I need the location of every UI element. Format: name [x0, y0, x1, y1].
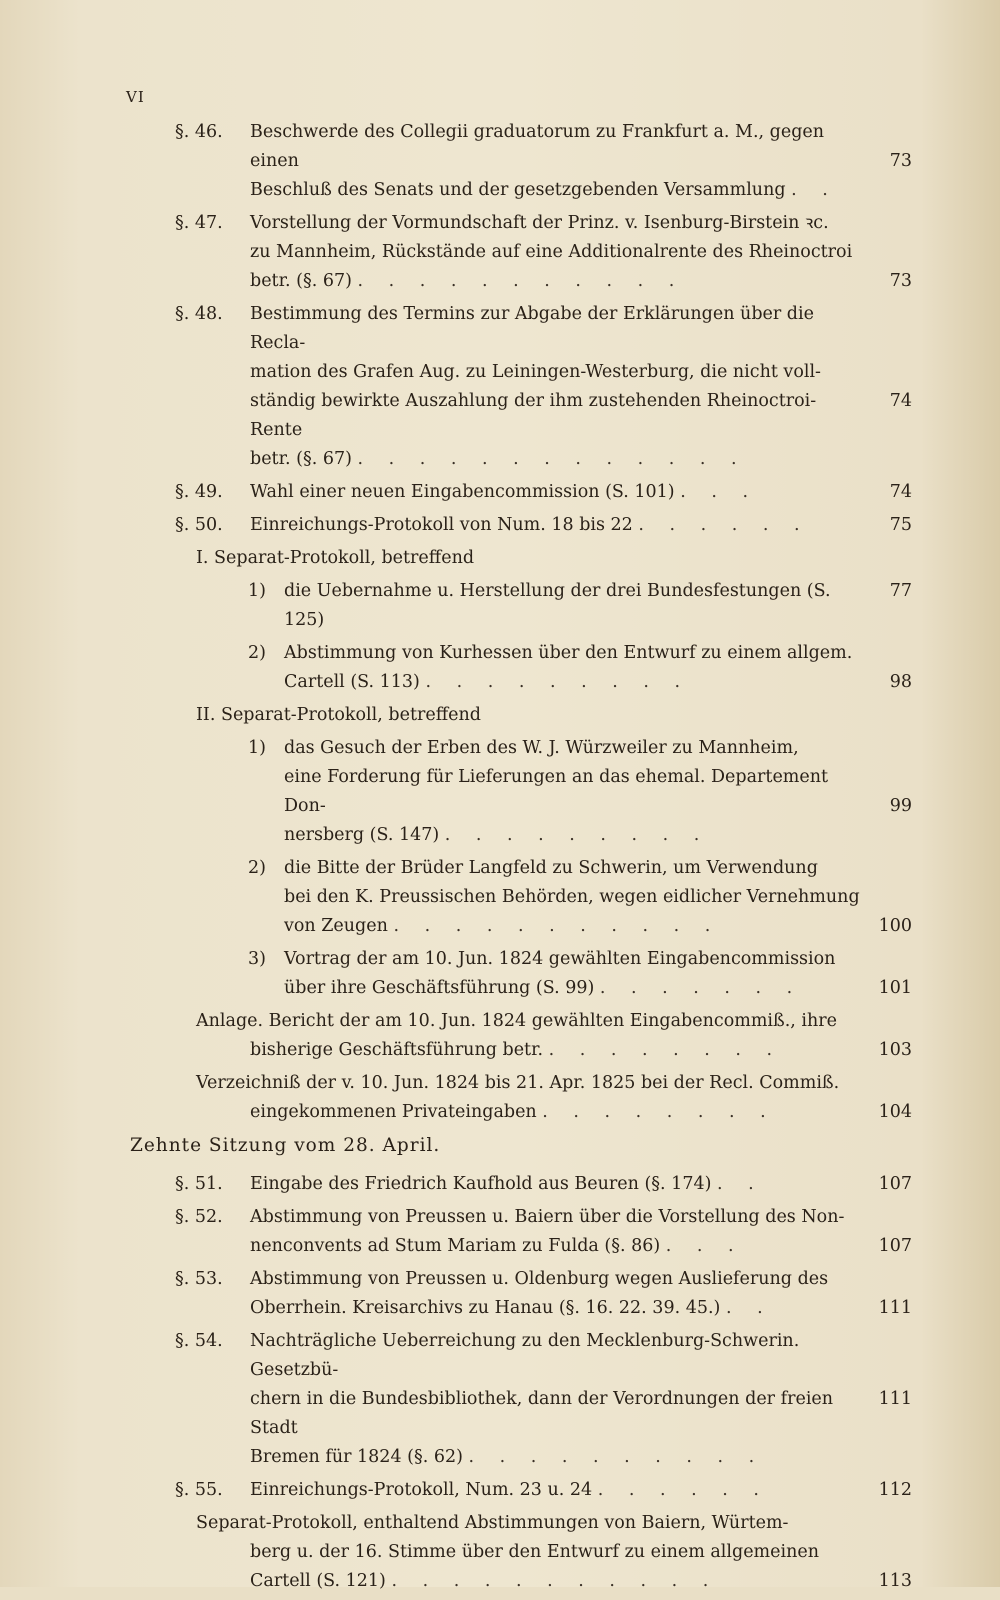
leader-dots: . . . . . . . . . . . . . — [357, 449, 747, 469]
page-reference: 74 — [889, 391, 912, 411]
entry-number: 3) — [248, 949, 266, 969]
page-reference: 98 — [889, 672, 912, 692]
toc-entry — [0, 300, 1000, 474]
toc-entry — [0, 1203, 1000, 1261]
entry-line: Abstimmung von Preussen u. Oldenburg wegen Auslieferung des — [250, 1269, 829, 1289]
page-reference: 101 — [878, 978, 912, 998]
entry-line: bei den K. Preussischen Behörden, wegen eidlicher Vernehmung — [284, 887, 860, 907]
page-reference: 99 — [889, 796, 912, 816]
entry-text — [196, 1007, 860, 1065]
entry-number: §. 49. — [175, 482, 223, 502]
toc-entry — [0, 1509, 1000, 1596]
leader-dots: . . — [791, 180, 838, 200]
entry-number: 1) — [248, 738, 266, 758]
toc-entry — [0, 1131, 1000, 1160]
toc-entry — [0, 734, 1000, 850]
leader-dots: . . . — [680, 482, 759, 502]
entry-text — [250, 1476, 860, 1505]
entry-line: Zehnte Sitzung vom 28. April. — [130, 1135, 441, 1156]
entry-number: §. 55. — [175, 1480, 223, 1500]
entry-line: eingekommenen Privateingaben . . . . . . . . — [250, 1102, 776, 1122]
page-reference: 112 — [878, 1480, 912, 1500]
entry-line: Cartell (S. 113) . . . . . . . . . — [284, 672, 691, 692]
leader-dots: . . . . . . — [638, 515, 810, 535]
page-reference: 113 — [878, 1571, 912, 1591]
page-reference: 74 — [889, 482, 912, 502]
entry-text — [284, 945, 860, 1003]
entry-number: §. 50. — [175, 515, 223, 535]
leader-dots: . . . . . . — [597, 1480, 769, 1500]
toc-entry — [0, 544, 1000, 573]
entry-line: berg u. der 16. Stimme über den Entwurf zu einem allgemeinen — [250, 1542, 819, 1562]
entry-text — [250, 1170, 860, 1199]
toc-entry — [0, 701, 1000, 730]
page-reference: 100 — [878, 916, 912, 936]
entry-line: Vorstellung der Vormundschaft der Prinz. v. Isenburg-Birstein ꝛc. — [250, 213, 829, 233]
entry-line: Verzeichniß der v. 10. Jun. 1824 bis 21. Apr. 1825 bei der Recl. Commiß. — [196, 1073, 840, 1093]
entry-line: Abstimmung von Preussen u. Baiern über die Vorstellung des Non- — [250, 1207, 845, 1227]
entry-line: mation des Grafen Aug. zu Leiningen-Westerburg, die nicht voll- — [250, 362, 821, 382]
entry-line: chern in die Bundesbibliothek, dann der Verordnungen der freien Stadt — [250, 1389, 834, 1438]
toc-entry — [0, 1476, 1000, 1505]
entry-number: §. 48. — [175, 304, 223, 324]
entry-line: Nachträgliche Ueberreichung zu den Mecklenburg-Schwerin. Gesetzbü- — [250, 1331, 800, 1380]
entry-line: betr. (§. 67) . . . . . . . . . . . — [250, 271, 685, 291]
entry-line: Eingabe des Friedrich Kaufhold aus Beuren (§. 174) . . — [250, 1174, 764, 1194]
entry-text — [250, 511, 860, 540]
toc-entry — [0, 511, 1000, 540]
toc-entry — [0, 209, 1000, 296]
entry-number: 2) — [248, 643, 266, 663]
leader-dots: . . . — [665, 1236, 744, 1256]
entry-line: Bestimmung des Termins zur Abgabe der Erklärungen über die Recla- — [250, 304, 814, 353]
entry-line: Cartell (S. 121) . . . . . . . . . . . — [250, 1571, 719, 1591]
entry-text — [250, 478, 860, 507]
entry-line: Anlage. Bericht der am 10. Jun. 1824 gewählten Eingabencommiß., ihre — [196, 1011, 837, 1031]
toc-entry — [0, 1170, 1000, 1199]
entry-text — [284, 734, 860, 850]
toc-entry — [0, 118, 1000, 205]
leader-dots: . . . . . . . . — [548, 1040, 783, 1060]
entry-line: Oberrhein. Kreisarchivs zu Hanau (§. 16. 22. 39. 45.) . . — [250, 1298, 773, 1318]
entry-line: nersberg (S. 147) . . . . . . . . . — [284, 825, 710, 845]
entry-text — [250, 1327, 860, 1472]
page-reference: 104 — [878, 1102, 912, 1122]
entry-number: 2) — [248, 858, 266, 878]
page-reference: 73 — [889, 271, 912, 291]
entry-number: §. 46. — [175, 122, 223, 142]
leader-dots: . . . . . . . . . . . — [391, 1571, 719, 1591]
toc-entry — [0, 1069, 1000, 1127]
page-reference: 73 — [889, 151, 912, 171]
entry-line: I. Separat-Protokoll, betreffend — [196, 548, 475, 568]
entry-line: Vortrag der am 10. Jun. 1824 gewählten Eingabencommission — [284, 949, 836, 969]
entry-line: Separat-Protokoll, enthaltend Abstimmungen von Baiern, Würtem- — [196, 1513, 789, 1533]
entry-line: II. Separat-Protokoll, betreffend — [196, 705, 481, 725]
toc-entry — [0, 478, 1000, 507]
entry-line: zu Mannheim, Rückstände auf eine Additionalrente des Rheinoctroi — [250, 242, 853, 262]
page-reference: 111 — [878, 1298, 912, 1318]
toc-entry — [0, 1007, 1000, 1065]
leader-dots: . . . . . . . . . . . — [357, 271, 685, 291]
entry-text — [250, 209, 860, 296]
entry-line: Einreichungs-Protokoll, Num. 23 u. 24 . . . . . . — [250, 1480, 769, 1500]
entry-number: §. 54. — [175, 1331, 223, 1351]
entry-text — [130, 1131, 860, 1160]
page-reference: 111 — [878, 1389, 912, 1409]
entry-text — [196, 544, 860, 573]
leader-dots: . . — [725, 1298, 773, 1318]
leader-dots: . . . . . . . . . — [444, 825, 710, 845]
entry-text — [284, 577, 860, 635]
entry-number: 1) — [248, 581, 266, 601]
page-reference: 107 — [878, 1236, 912, 1256]
entry-line: die Uebernahme u. Herstellung der drei Bundesfestungen (S. 125) — [284, 581, 831, 630]
toc-entry — [0, 1265, 1000, 1323]
entry-number: §. 51. — [175, 1174, 223, 1194]
page-number: VI — [126, 88, 145, 106]
entry-number: §. 52. — [175, 1207, 223, 1227]
entry-text — [284, 639, 860, 697]
entry-line: über ihre Geschäftsführung (S. 99) . . . . . . . — [284, 978, 803, 998]
entry-line: eine Forderung für Lieferungen an das ehemal. Departement Don- — [284, 767, 829, 816]
leader-dots: . . . . . . . — [599, 978, 803, 998]
entry-line: das Gesuch der Erben des W. J. Würzweiler zu Mannheim, — [284, 738, 799, 758]
toc-entry — [0, 1327, 1000, 1472]
entry-text — [250, 300, 860, 474]
toc-entry — [0, 854, 1000, 941]
entry-line: Bremen für 1824 (§. 62) . . . . . . . . . . — [250, 1447, 765, 1467]
toc-entry — [0, 945, 1000, 1003]
entry-text — [196, 1069, 860, 1127]
entry-text — [250, 1203, 860, 1261]
entry-number: §. 47. — [175, 213, 223, 233]
entry-line: von Zeugen . . . . . . . . . . . — [284, 916, 721, 936]
table-of-contents — [0, 118, 1000, 1600]
leader-dots: . . — [717, 1174, 764, 1194]
entry-line: betr. (§. 67) . . . . . . . . . . . . . — [250, 449, 747, 469]
leader-dots: . . . . . . . . — [542, 1102, 776, 1122]
toc-entry — [0, 639, 1000, 697]
entry-line: Einreichungs-Protokoll von Num. 18 bis 22 . . . . . . — [250, 515, 810, 535]
entry-text — [284, 854, 860, 941]
entry-line: ständig bewirkte Auszahlung der ihm zustehenden Rheinoctroi-Rente — [250, 391, 817, 440]
entry-text — [250, 1265, 860, 1323]
leader-dots: . . . . . . . . . — [425, 672, 691, 692]
entry-line: bisherige Geschäftsführung betr. . . . . . . . . — [250, 1040, 783, 1060]
entry-line: die Bitte der Brüder Langfeld zu Schwerin, um Verwendung — [284, 858, 818, 878]
toc-entry — [0, 577, 1000, 635]
entry-line: Beschluß des Senats und der gesetzgebenden Versammlung . . — [250, 180, 838, 200]
entry-line: nenconvents ad Stum Mariam zu Fulda (§. 86) . . . — [250, 1236, 744, 1256]
leader-dots: . . . . . . . . . . . — [393, 916, 721, 936]
page-reference: 77 — [889, 581, 912, 601]
page-reference: 107 — [878, 1174, 912, 1194]
entry-line: Wahl einer neuen Eingabencommission (S. 101) . . . — [250, 482, 759, 502]
entry-text — [196, 701, 860, 730]
leader-dots: . . . . . . . . . . — [468, 1447, 765, 1467]
entry-line: Beschwerde des Collegii graduatorum zu Frankfurt a. M., gegen einen — [250, 122, 825, 171]
entry-line: Abstimmung von Kurhessen über den Entwurf zu einem allgem. — [284, 643, 853, 663]
page-reference: 103 — [878, 1040, 912, 1060]
entry-number: §. 53. — [175, 1269, 223, 1289]
page-reference: 75 — [889, 515, 912, 535]
entry-text — [196, 1509, 860, 1596]
entry-text — [250, 118, 860, 205]
